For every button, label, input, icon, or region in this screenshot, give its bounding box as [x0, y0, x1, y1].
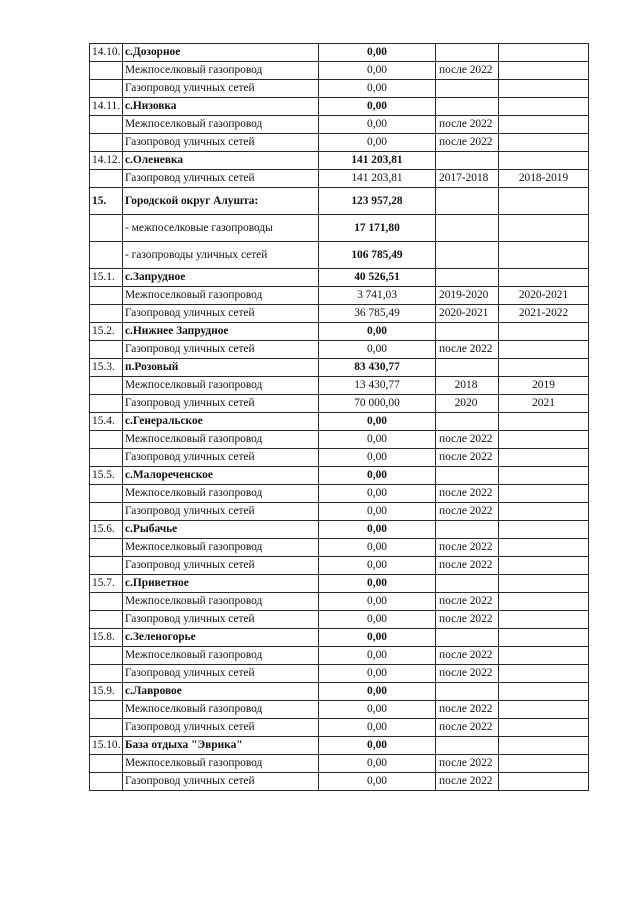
- row-amount: 0,00: [319, 323, 436, 341]
- row-period-1: 2020-2021: [436, 305, 499, 323]
- row-period-2: [499, 719, 589, 737]
- row-period-2: [499, 269, 589, 287]
- row-amount: 0,00: [319, 485, 436, 503]
- row-number: [90, 593, 123, 611]
- table-row: [90, 521, 589, 539]
- row-amount: 70 000,00: [319, 395, 436, 413]
- row-name: Газопровод уличных сетей: [123, 170, 319, 188]
- row-amount: 123 957,28: [319, 188, 436, 215]
- row-period-2: 2021-2022: [499, 305, 589, 323]
- row-amount: 0,00: [319, 611, 436, 629]
- row-period-1: после 2022: [436, 719, 499, 737]
- row-number: [90, 62, 123, 80]
- row-name: Межпоселковый газопровод: [123, 539, 319, 557]
- row-period-2: [499, 683, 589, 701]
- row-name: с.Низовка: [123, 98, 319, 116]
- row-period-1: [436, 683, 499, 701]
- row-name: Межпоселковый газопровод: [123, 647, 319, 665]
- row-amount: 83 430,77: [319, 359, 436, 377]
- row-period-1: после 2022: [436, 593, 499, 611]
- row-period-1: 2018: [436, 377, 499, 395]
- table-row: [90, 170, 589, 188]
- row-amount: 0,00: [319, 683, 436, 701]
- row-number: 14.11.: [90, 98, 123, 116]
- row-amount: 0,00: [319, 467, 436, 485]
- table-row: [90, 395, 589, 413]
- row-name: Газопровод уличных сетей: [123, 611, 319, 629]
- row-period-2: [499, 557, 589, 575]
- table-row: [90, 755, 589, 773]
- row-name: Газопровод уличных сетей: [123, 341, 319, 359]
- row-number: 14.10.: [90, 44, 123, 62]
- row-period-2: [499, 521, 589, 539]
- row-period-2: [499, 188, 589, 215]
- row-amount: 0,00: [319, 62, 436, 80]
- table-row: [90, 683, 589, 701]
- row-number: [90, 341, 123, 359]
- row-amount: 141 203,81: [319, 170, 436, 188]
- row-period-2: [499, 575, 589, 593]
- row-number: 15.2.: [90, 323, 123, 341]
- row-name: с.Оленевка: [123, 152, 319, 170]
- row-name: Межпоселковый газопровод: [123, 116, 319, 134]
- row-period-1: после 2022: [436, 449, 499, 467]
- row-number: [90, 755, 123, 773]
- table-row: [90, 188, 589, 215]
- row-number: [90, 377, 123, 395]
- row-number: 15.: [90, 188, 123, 215]
- table-row: [90, 152, 589, 170]
- table-row: [90, 665, 589, 683]
- row-number: [90, 80, 123, 98]
- row-period-1: [436, 152, 499, 170]
- row-period-2: [499, 647, 589, 665]
- row-period-1: [436, 215, 499, 242]
- row-number: [90, 449, 123, 467]
- row-number: 15.3.: [90, 359, 123, 377]
- row-period-1: после 2022: [436, 647, 499, 665]
- row-period-1: после 2022: [436, 431, 499, 449]
- row-number: [90, 170, 123, 188]
- row-period-1: после 2022: [436, 773, 499, 791]
- row-number: [90, 134, 123, 152]
- row-period-1: [436, 188, 499, 215]
- row-period-2: [499, 80, 589, 98]
- row-amount: 0,00: [319, 44, 436, 62]
- row-name: Газопровод уличных сетей: [123, 305, 319, 323]
- row-period-2: 2018-2019: [499, 170, 589, 188]
- row-number: [90, 503, 123, 521]
- table-row: [90, 557, 589, 575]
- table-row: [90, 539, 589, 557]
- table-row: [90, 242, 589, 269]
- row-number: [90, 242, 123, 269]
- table-body: [90, 44, 589, 791]
- table-row: [90, 773, 589, 791]
- table-row: [90, 62, 589, 80]
- row-name: - газопроводы уличных сетей: [123, 242, 319, 269]
- row-name: Межпоселковый газопровод: [123, 62, 319, 80]
- row-amount: 0,00: [319, 341, 436, 359]
- row-period-1: [436, 269, 499, 287]
- row-number: 15.8.: [90, 629, 123, 647]
- table-row: [90, 341, 589, 359]
- row-period-1: после 2022: [436, 62, 499, 80]
- row-name: Газопровод уличных сетей: [123, 557, 319, 575]
- row-period-2: [499, 701, 589, 719]
- row-amount: 0,00: [319, 575, 436, 593]
- row-period-1: [436, 737, 499, 755]
- row-name: Межпоселковый газопровод: [123, 593, 319, 611]
- row-period-1: после 2022: [436, 503, 499, 521]
- row-period-2: [499, 611, 589, 629]
- row-period-2: [499, 755, 589, 773]
- row-period-1: [436, 467, 499, 485]
- row-number: [90, 539, 123, 557]
- row-period-2: [499, 665, 589, 683]
- row-amount: 17 171,80: [319, 215, 436, 242]
- row-period-1: после 2022: [436, 611, 499, 629]
- row-period-1: после 2022: [436, 485, 499, 503]
- row-period-2: [499, 116, 589, 134]
- row-name: Межпоселковый газопровод: [123, 755, 319, 773]
- row-name: Межпоселковый газопровод: [123, 485, 319, 503]
- row-name: с.Лавровое: [123, 683, 319, 701]
- row-amount: 0,00: [319, 557, 436, 575]
- row-period-1: [436, 575, 499, 593]
- row-name: Газопровод уличных сетей: [123, 80, 319, 98]
- row-amount: 0,00: [319, 737, 436, 755]
- row-amount: 0,00: [319, 773, 436, 791]
- table-row: [90, 701, 589, 719]
- row-number: 15.10.: [90, 737, 123, 755]
- row-period-2: [499, 62, 589, 80]
- row-period-1: после 2022: [436, 539, 499, 557]
- row-period-1: 2019-2020: [436, 287, 499, 305]
- row-number: [90, 557, 123, 575]
- row-period-1: после 2022: [436, 665, 499, 683]
- row-number: 15.5.: [90, 467, 123, 485]
- row-period-1: [436, 44, 499, 62]
- row-name: - межпоселковые газопроводы: [123, 215, 319, 242]
- row-number: 15.9.: [90, 683, 123, 701]
- row-amount: 0,00: [319, 98, 436, 116]
- table-row: [90, 449, 589, 467]
- document-page: [89, 43, 588, 791]
- table-row: [90, 215, 589, 242]
- row-name: Газопровод уличных сетей: [123, 395, 319, 413]
- row-name: с.Нижнее Запрудное: [123, 323, 319, 341]
- table-row: [90, 575, 589, 593]
- row-name: Городской округ Алушта:: [123, 188, 319, 215]
- row-amount: 0,00: [319, 719, 436, 737]
- row-amount: 0,00: [319, 431, 436, 449]
- table-row: [90, 134, 589, 152]
- row-period-1: [436, 98, 499, 116]
- row-period-2: [499, 323, 589, 341]
- row-period-1: [436, 242, 499, 269]
- row-period-1: после 2022: [436, 116, 499, 134]
- row-period-2: [499, 341, 589, 359]
- row-name: Газопровод уличных сетей: [123, 503, 319, 521]
- table-row: [90, 98, 589, 116]
- gas-pipeline-table: [89, 43, 589, 791]
- row-period-1: после 2022: [436, 134, 499, 152]
- row-number: 14.12.: [90, 152, 123, 170]
- row-period-2: [499, 359, 589, 377]
- row-name: Межпоселковый газопровод: [123, 431, 319, 449]
- row-name: Газопровод уличных сетей: [123, 719, 319, 737]
- table-row: [90, 593, 589, 611]
- row-number: [90, 485, 123, 503]
- row-amount: 0,00: [319, 116, 436, 134]
- row-amount: 0,00: [319, 521, 436, 539]
- table-row: [90, 287, 589, 305]
- table-row: [90, 611, 589, 629]
- row-period-2: [499, 737, 589, 755]
- row-period-1: [436, 629, 499, 647]
- table-row: [90, 323, 589, 341]
- row-period-1: после 2022: [436, 701, 499, 719]
- row-period-2: [499, 44, 589, 62]
- row-amount: 0,00: [319, 503, 436, 521]
- table-row: [90, 305, 589, 323]
- table-row: [90, 467, 589, 485]
- row-name: Газопровод уличных сетей: [123, 134, 319, 152]
- row-period-2: [499, 503, 589, 521]
- row-period-2: [499, 431, 589, 449]
- row-period-2: [499, 98, 589, 116]
- table-row: [90, 629, 589, 647]
- row-name: Газопровод уличных сетей: [123, 665, 319, 683]
- row-number: [90, 719, 123, 737]
- table-row: [90, 377, 589, 395]
- row-period-2: 2020-2021: [499, 287, 589, 305]
- row-amount: 0,00: [319, 449, 436, 467]
- row-number: [90, 611, 123, 629]
- row-amount: 0,00: [319, 629, 436, 647]
- row-number: [90, 395, 123, 413]
- row-period-1: после 2022: [436, 755, 499, 773]
- row-amount: 106 785,49: [319, 242, 436, 269]
- row-period-1: 2020: [436, 395, 499, 413]
- row-period-2: [499, 242, 589, 269]
- table-row: [90, 647, 589, 665]
- table-row: [90, 719, 589, 737]
- row-period-2: [499, 152, 589, 170]
- row-period-2: [499, 467, 589, 485]
- row-name: Межпоселковый газопровод: [123, 377, 319, 395]
- row-amount: 0,00: [319, 80, 436, 98]
- row-name: Межпоселковый газопровод: [123, 287, 319, 305]
- row-period-1: [436, 80, 499, 98]
- row-amount: 40 526,51: [319, 269, 436, 287]
- row-number: 15.7.: [90, 575, 123, 593]
- row-period-1: после 2022: [436, 341, 499, 359]
- table-row: [90, 359, 589, 377]
- row-number: 15.6.: [90, 521, 123, 539]
- row-number: [90, 431, 123, 449]
- row-number: 15.4.: [90, 413, 123, 431]
- row-period-2: [499, 593, 589, 611]
- row-name: с.Малореченское: [123, 467, 319, 485]
- row-amount: 0,00: [319, 701, 436, 719]
- row-period-2: [499, 629, 589, 647]
- row-number: 15.1.: [90, 269, 123, 287]
- row-period-2: [499, 134, 589, 152]
- row-period-2: [499, 485, 589, 503]
- row-number: [90, 116, 123, 134]
- row-name: Газопровод уличных сетей: [123, 449, 319, 467]
- row-name: с.Дозорное: [123, 44, 319, 62]
- row-number: [90, 665, 123, 683]
- row-period-2: [499, 449, 589, 467]
- table-row: [90, 269, 589, 287]
- row-period-2: 2019: [499, 377, 589, 395]
- row-number: [90, 305, 123, 323]
- table-row: [90, 503, 589, 521]
- row-amount: 0,00: [319, 413, 436, 431]
- row-number: [90, 701, 123, 719]
- row-period-2: [499, 215, 589, 242]
- row-amount: 0,00: [319, 134, 436, 152]
- row-amount: 0,00: [319, 647, 436, 665]
- row-period-1: после 2022: [436, 557, 499, 575]
- table-row: [90, 116, 589, 134]
- row-period-1: [436, 323, 499, 341]
- row-period-1: 2017-2018: [436, 170, 499, 188]
- row-period-1: [436, 521, 499, 539]
- row-name: с.Зеленогорье: [123, 629, 319, 647]
- row-amount: 0,00: [319, 755, 436, 773]
- row-amount: 0,00: [319, 539, 436, 557]
- row-name: с.Приветное: [123, 575, 319, 593]
- table-row: [90, 80, 589, 98]
- row-period-1: [436, 359, 499, 377]
- table-row: [90, 413, 589, 431]
- row-amount: 141 203,81: [319, 152, 436, 170]
- row-name: База отдыха "Эврика": [123, 737, 319, 755]
- row-name: Газопровод уличных сетей: [123, 773, 319, 791]
- row-number: [90, 287, 123, 305]
- row-name: Межпоселковый газопровод: [123, 701, 319, 719]
- row-period-1: [436, 413, 499, 431]
- table-row: [90, 737, 589, 755]
- row-amount: 36 785,49: [319, 305, 436, 323]
- row-period-2: [499, 539, 589, 557]
- row-amount: 13 430,77: [319, 377, 436, 395]
- row-amount: 0,00: [319, 665, 436, 683]
- row-amount: 3 741,03: [319, 287, 436, 305]
- row-number: [90, 647, 123, 665]
- table-row: [90, 431, 589, 449]
- table-row: [90, 44, 589, 62]
- row-number: [90, 215, 123, 242]
- row-name: с.Запрудное: [123, 269, 319, 287]
- table-row: [90, 485, 589, 503]
- row-name: п.Розовый: [123, 359, 319, 377]
- row-period-2: 2021: [499, 395, 589, 413]
- row-name: с.Рыбачье: [123, 521, 319, 539]
- row-amount: 0,00: [319, 593, 436, 611]
- row-period-2: [499, 773, 589, 791]
- row-name: с.Генеральское: [123, 413, 319, 431]
- row-number: [90, 773, 123, 791]
- row-period-2: [499, 413, 589, 431]
